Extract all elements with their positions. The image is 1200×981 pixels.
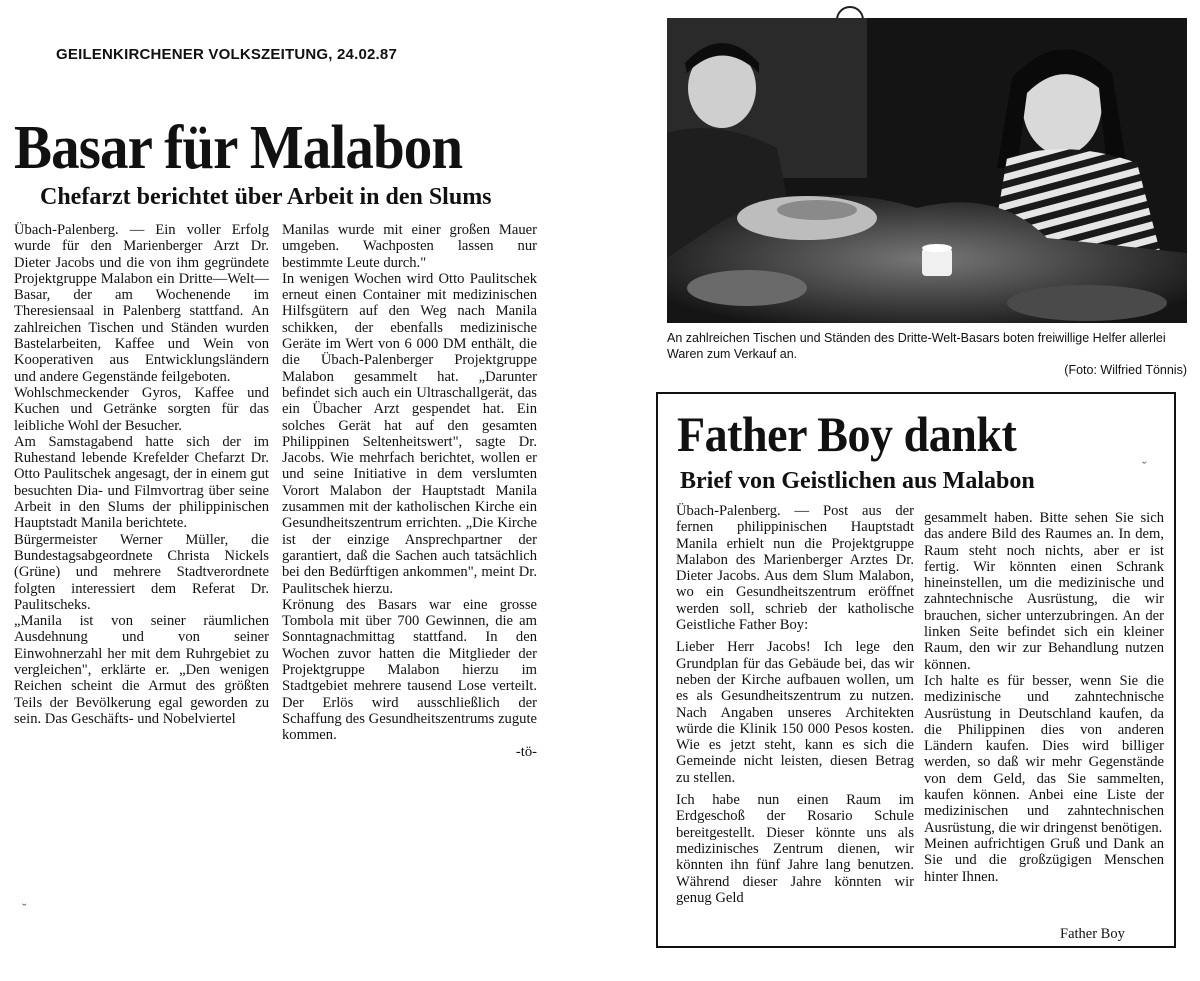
- paragraph: Ich habe nun einen Raum im Erdgeschoß der Rosario Schule bereitgestellt. Dieser könnte uns als medizinisches Zentrum dienen, wir könnten ihn fünf Jahre lang benutzen. Während dieser Jahre könnten wir genug Geld: [676, 792, 914, 906]
- left-article-column-1: [14, 222, 269, 727]
- paragraph: Krönung des Basars war eine grosse Tombola mit über 700 Gewinnen, die am Sonntagnachmittag stattfand. In den Wochen zuvor hatten die Mitglieder der Projektgruppe Malabon hierzu im Stadtgebiet mehrere tausend Lose verteilt. Der Erlös wird ausschließlich der Schaffung des Gesundheitszentrums zugute kommen.: [282, 596, 537, 744]
- box-border-right: [1174, 392, 1176, 948]
- publication-source-line: GEILENKIRCHENER VOLKSZEITUNG, 24.02.87: [56, 46, 398, 63]
- photo-illustration: [667, 18, 1187, 323]
- left-article-headline: Basar für Malabon: [14, 114, 463, 182]
- paragraph: Lieber Herr Jacobs! Ich lege den Grundplan für das Gebäude bei, das wir neben der Kirche aufbauen wollen, um es als Gesundheitszentrum zu nutzen. Nach Angaben unseres Architekten würde die Klinik 150 000 Pesos kosten. Wie es jetzt steht, kann es sich die Gemeinde nicht leisten, diesen Betrag zu stellen.: [676, 639, 914, 786]
- basar-photo: [667, 18, 1187, 323]
- paragraph: Manilas wurde mit einer großen Mauer umgeben. Wachposten lassen nur bestimmte Leute durch.": [282, 222, 537, 271]
- photo-caption: [667, 330, 1187, 378]
- letter-signature: Father Boy: [1060, 926, 1125, 942]
- right-article-headline: Father Boy dankt: [677, 406, 1017, 462]
- paragraph: Übach-Palenberg. — Ein voller Erfolg wurde für den Marienberger Arzt Dr. Dieter Jacobs und die von ihm gegründete Projektgruppe Malabon ein Dritte—Welt—Basar, der am Wochenende im Theresiensaal in Palenberg stattfand. An zahlreichen Tischen und Ständen wurden Bastelarbeiten, Kaffee und Wein von Kooperativen aus Entwicklungsländern und andere Gegenstände feilgeboten.: [14, 222, 269, 385]
- paragraph: Bürgermeister Werner Müller, die Bundestagsabgeordnete Christa Nickels (Grüne) und mehrere Stadtverordnete folgten interessiert dem Referat Dr. Paulitscheks.: [14, 531, 269, 613]
- paragraph: Übach-Palenberg. — Post aus der fernen philippinischen Hauptstadt Manila erhielt nun die Projektgruppe Malabon des Marienberger Arztes Dr. Dieter Jacobs. Aus dem Slum Malabon, wo ein Gesundheitszentrum eröffnet werden soll, schrieb der katholische Geistliche Father Boy:: [676, 503, 914, 634]
- paragraph: Meinen aufrichtigen Gruß und Dank an Sie und die großzügigen Menschen hinter Ihnen.: [924, 835, 1164, 885]
- box-border-left: [656, 392, 658, 948]
- right-article-column-2: [924, 510, 1164, 885]
- scan-mark: ˇ: [1142, 460, 1147, 475]
- right-article-subheadline: Brief von Geistlichen aus Malabon: [680, 468, 1035, 494]
- paragraph: gesammelt haben. Bitte sehen Sie sich das andere Bild des Raumes an. In dem, Raum steht noch nichts, aber er ist fertig. Wir könnten einen Schrank hineinstellen, um die medizinische und zahntechnische Ausrüstung, die wir brauchen, sicher unterzubringen. An der linken Seite befindet sich ein kleiner Raum, den wir zur Behandlung nutzen können.: [924, 510, 1164, 673]
- left-article-subheadline: Chefarzt berichtet über Arbeit in den Slums: [40, 184, 492, 210]
- paragraph: In wenigen Wochen wird Otto Paulitschek erneut einen Container mit medizinischen Hilfsgütern auf den Weg nach Manila schikken, der ebenfalls medizinische Geräte im Wert von 6 000 DM enthält, die die Übach-Palenberger Projektgruppe Malabon gesammelt hat. „Darunter befindet sich auch ein Ultraschallgerät, das ein Übacher Arzt gespendet hat. Ein solches Gerät hat auf den gesamten Philippinen Seltenheitswert", sagte Dr. Jacobs. Wie mehrfach berichtet, wollen er und seine Initiative in dem verslumten Vorort Malabon der Hauptstadt Manila zusammen mit der katholischen Kirche ein Gesundheitszentrum errichten. „Die Kirche ist der einzige Ansprechpartner der garantiert, daß die Sachen auch tatsächlich bei den Bedürftigen ankommen", meint Dr. Paulitschek hierzu.: [282, 270, 537, 597]
- box-border-bottom: [656, 946, 1176, 948]
- paragraph: Am Samstagabend hatte sich der im Ruhestand lebende Krefelder Chefarzt Dr. Otto Paulitschek angesagt, der in einem gut besuchten Dia- und Filmvortrag über seine Arbeit in den Slums der philippinischen Hauptstadt Manila berichtete.: [14, 433, 269, 532]
- photo-caption-text: An zahlreichen Tischen und Ständen des Dritte-Welt-Basars boten freiwillige Helfer allerlei Waren zum Verkauf an.: [667, 331, 1166, 361]
- right-article-column-1: [676, 503, 914, 906]
- photo-credit: (Foto: Wilfried Tönnis): [1064, 363, 1187, 377]
- paragraph: Ich halte es für besser, wenn Sie die medizinische und zahntechnische Ausrüstung in Deutschland kaufen, da die Philippinen dies von anderen Ländern kaufen. Dies wird billiger werden, so daß wir mehr Gegenstände von dem Geld, das Sie sammelten, kaufen können. Anbei eine Liste der medizinischen und zahntechnischen Ausrüstung, die wir dringenst benötigen.: [924, 672, 1164, 836]
- scan-mark: ˘: [22, 902, 27, 917]
- paragraph: Wohlschmeckender Gyros, Kaffee und Kuchen und Getränke sorgten für das leibliche Wohl der Besucher.: [14, 384, 269, 434]
- left-article-column-2: [282, 222, 537, 760]
- box-border-top: [656, 392, 1176, 394]
- author-initials: -tö-: [515, 743, 537, 760]
- paragraph: „Manila ist von seiner räumlichen Ausdehnung und von seiner Einwohnerzahl her mit dem Ruhrgebiet zu vergleichen", erklärte er. „Den wenigen Reichen scheint die Armut des größten Teils der Bevölkerung egal geworden zu sein. Das Geschäfts- und Nobelviertel: [14, 613, 269, 727]
